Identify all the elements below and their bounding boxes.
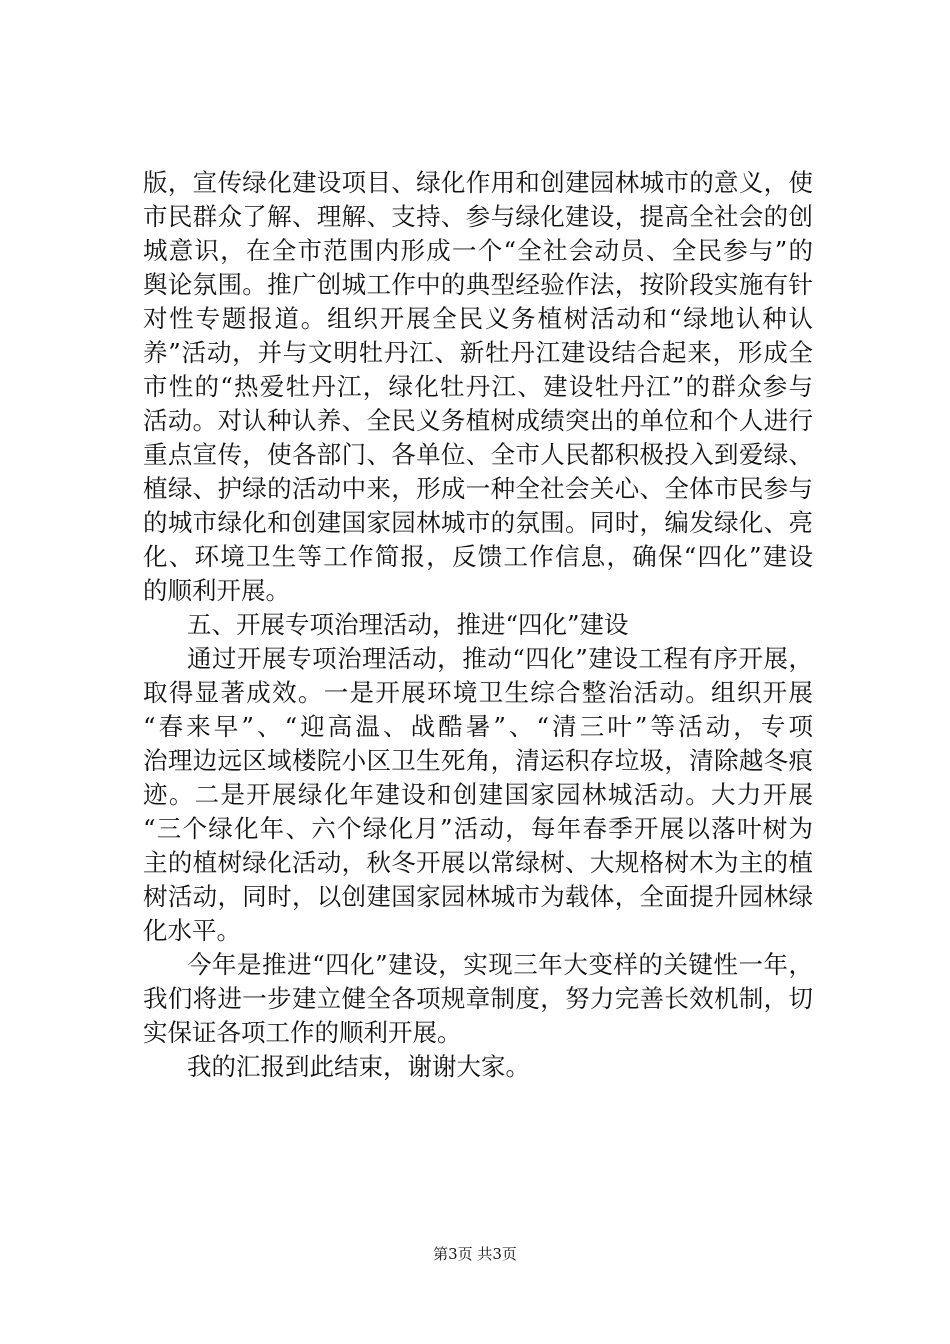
text-line: 的城市绿化和创建国家园林城市的氛围。同时，编发绿化、亮 [143,508,813,537]
text-line: 今年是推进“四化”建设，实现三年大变样的关键性一年， [187,950,813,979]
text-line: 实保证各项工作的顺利开展。 [143,1018,462,1047]
text-line: 市民群众了解、理解、支持、参与绿化建设，提高全社会的创 [143,202,813,231]
text-line: 通过开展专项治理活动，推动“四化”建设工程有序开展， [187,644,813,673]
text-line: 植绿、护绿的活动中来，形成一种全社会关心、全体市民参与 [143,474,813,503]
page-number-footer: 第3页 共3页 [433,1245,517,1263]
text-line: 版，宣传绿化建设项目、绿化作用和创建园林城市的意义，使 [143,168,813,197]
text-line: 城意识，在全市范围内形成一个“全社会动员、全民参与”的 [143,236,813,265]
text-line: 舆论氛围。推广创城工作中的典型经验作法，按阶段实施有针 [143,270,813,299]
text-line: 主的植树绿化活动，秋冬开展以常绿树、大规格树木为主的植 [143,848,813,877]
text-line: 治理边远区域楼院小区卫生死角，清运积存垃圾，清除越冬痕 [143,746,813,775]
text-line: “三个绿化年、六个绿化月”活动，每年春季开展以落叶树为 [143,814,813,843]
text-line: 市性的“热爱牡丹江，绿化牡丹江、建设牡丹江”的群众参与 [143,372,813,401]
text-line: 重点宣传，使各部门、各单位、全市人民都积极投入到爱绿、 [143,440,813,469]
text-line: 的顺利开展。 [143,576,290,605]
section-heading: 五、开展专项治理活动，推进“四化”建设 [187,610,629,639]
text-line: 养”活动，并与文明牡丹江、新牡丹江建设结合起来，形成全 [143,338,813,367]
document-body [143,166,813,1084]
text-line: 迹。二是开展绿化年建设和创建国家园林城活动。大力开展 [143,780,813,809]
text-line: 化、环境卫生等工作简报，反馈工作信息，确保“四化”建设 [143,542,813,571]
closing-line: 我的汇报到此结束，谢谢大家。 [187,1052,530,1081]
text-line: 取得显著成效。一是开展环境卫生综合整治活动。组织开展 [143,678,813,707]
text-line: “春来早”、“迎高温、战酷暑”、“清三叶”等活动，专项 [143,712,813,741]
text-line: 化水平。 [143,916,241,945]
text-line: 我们将进一步建立健全各项规章制度，努力完善长效机制，切 [143,984,813,1013]
text-line: 对性专题报道。组织开展全民义务植树活动和“绿地认种认 [143,304,813,333]
text-line: 活动。对认种认养、全民义务植树成绩突出的单位和个人进行 [143,406,813,435]
text-line: 树活动，同时，以创建国家园林城市为载体，全面提升园林绿 [143,882,813,911]
